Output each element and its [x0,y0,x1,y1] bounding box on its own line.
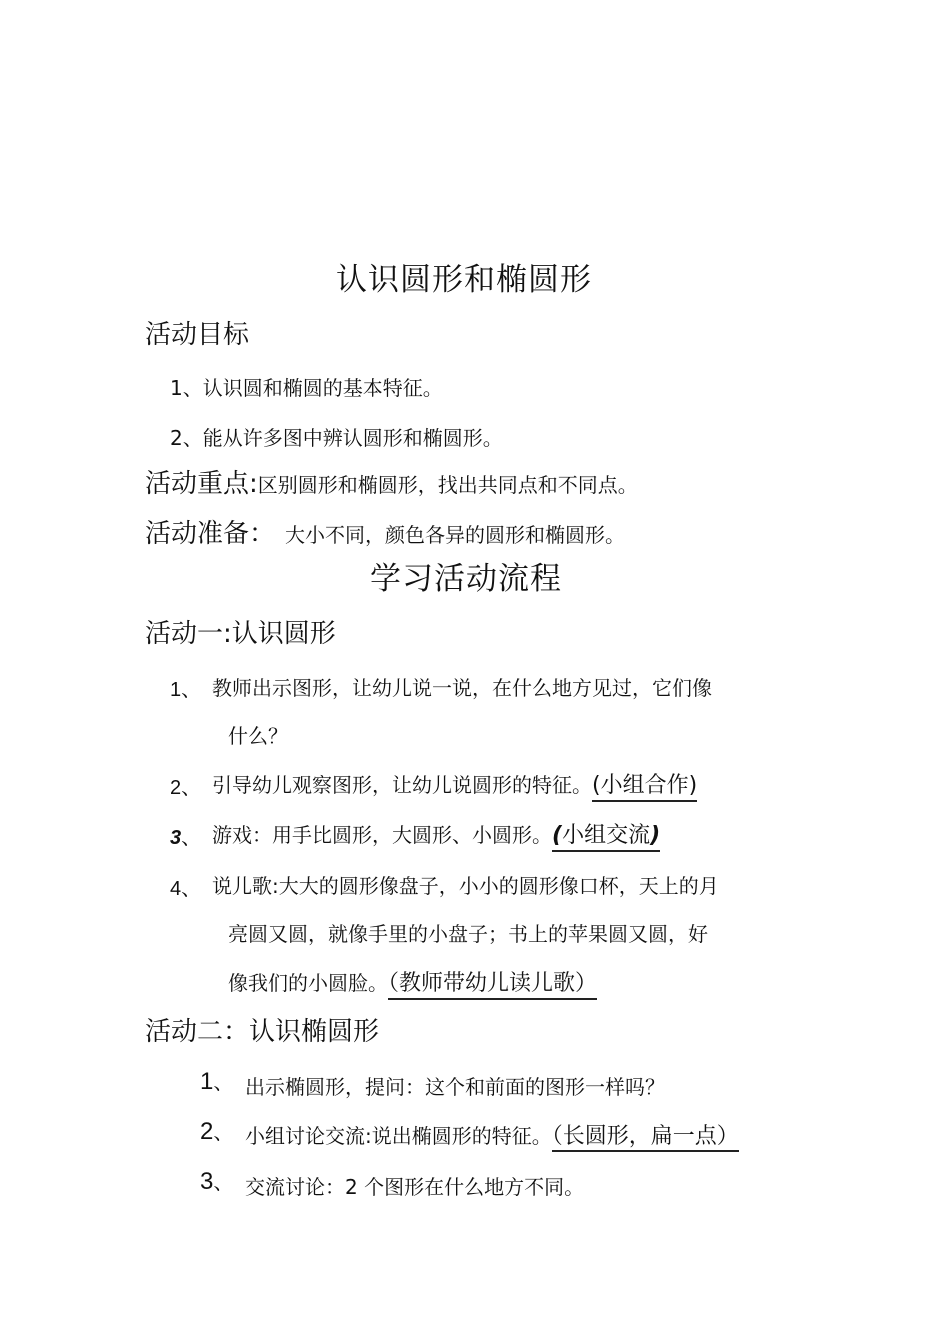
activity1-item-3-note-close: ) [650,823,661,848]
activity1-item-3-separator: 、 [181,827,202,849]
activity1-item-3-text: 游戏：用手比圆形，大圆形、小圆形。 [212,823,552,847]
activity1-item-2-text: 引导幼儿观察图形，让幼儿说圆形的特征。 [212,773,592,797]
activity2-item-3-text: 交流讨论：2 个图形在什么地方不同。 [245,1175,585,1199]
objective-item-1: 1、认识圆和椭圆的基本特征。 [170,376,443,400]
activity1-item-2-note: (小组合作) [592,773,697,802]
activity1-item-3-note-text: 小组交流 [562,823,651,848]
activity2-item-2-text: 小组讨论交流:说出椭圆形的特征。 [245,1124,552,1148]
activity2-item-3-digit: 3 [200,1168,214,1195]
objective-item-2: 2、能从许多图中辨认圆形和椭圆形。 [170,426,503,450]
activity2-item-3-number [200,1166,233,1196]
focus-label: 活动重点: [145,469,258,499]
activity1-item-2-number: 2、 [170,777,202,799]
activity1-item-1-number: 1、 [170,679,202,701]
objectives-heading: 活动目标 [145,320,250,350]
activity2-item-1-number [200,1066,233,1096]
activity2-item-2-digit: 2 [200,1118,214,1145]
activity1-item-1-line2: 什么？ [228,724,288,748]
activity2-item-1-text: 出示椭圆形，提问：这个和前面的图形一样吗？ [245,1075,665,1099]
activity1-item-3-note [552,823,660,852]
preparation-line [145,513,625,550]
activity2-item-2-line [245,1119,739,1150]
focus-text: 区别圆形和椭圆形，找出共同点和不同点。 [257,473,638,497]
activity1-heading: 活动一:认识圆形 [145,619,336,649]
activity2-item-3-separator: 、 [213,1172,234,1194]
activity1-item-3-digit: 3 [170,827,182,849]
activity1-item-3-note-open: ( [552,823,563,848]
activity2-item-1-separator: 、 [213,1072,234,1094]
activity1-item-4-line3: 像我们的小圆脸。 [228,971,388,995]
activity2-heading: 活动二：认识椭圆形 [145,1017,380,1047]
focus-line [145,463,638,500]
preparation-label: 活动准备： [145,519,276,549]
activity1-item-4-line3-wrap [228,966,597,997]
activity1-item-4-line1: 说儿歌:大大的圆形像盘子，小小的圆形像口杯，天上的月 [212,874,719,898]
activity1-item-1-line1: 教师出示图形，让幼儿说一说，在什么地方见过，它们像 [212,676,712,700]
activity1-item-4-line2: 亮圆又圆，就像手里的小盘子；书上的苹果圆又圆，好 [228,922,708,946]
activity2-item-2-note: （长圆形，扁一点） [552,1124,739,1152]
activity1-item-3-line [212,818,660,849]
activity2-item-2-separator: 、 [213,1122,234,1144]
activity1-item-4-number: 4、 [170,878,202,900]
activity1-item-4-note: （教师带幼儿读儿歌） [388,971,597,1000]
page-title: 认识圆形和椭圆形 [336,262,592,298]
activity1-item-3-number [170,821,201,850]
activity2-item-1-digit: 1 [200,1068,214,1095]
activity1-item-2-line [212,768,697,799]
subtitle: 学习活动流程 [370,561,562,597]
activity2-item-2-number [200,1116,233,1146]
preparation-text: 大小不同，颜色各异的圆形和椭圆形。 [285,523,626,547]
